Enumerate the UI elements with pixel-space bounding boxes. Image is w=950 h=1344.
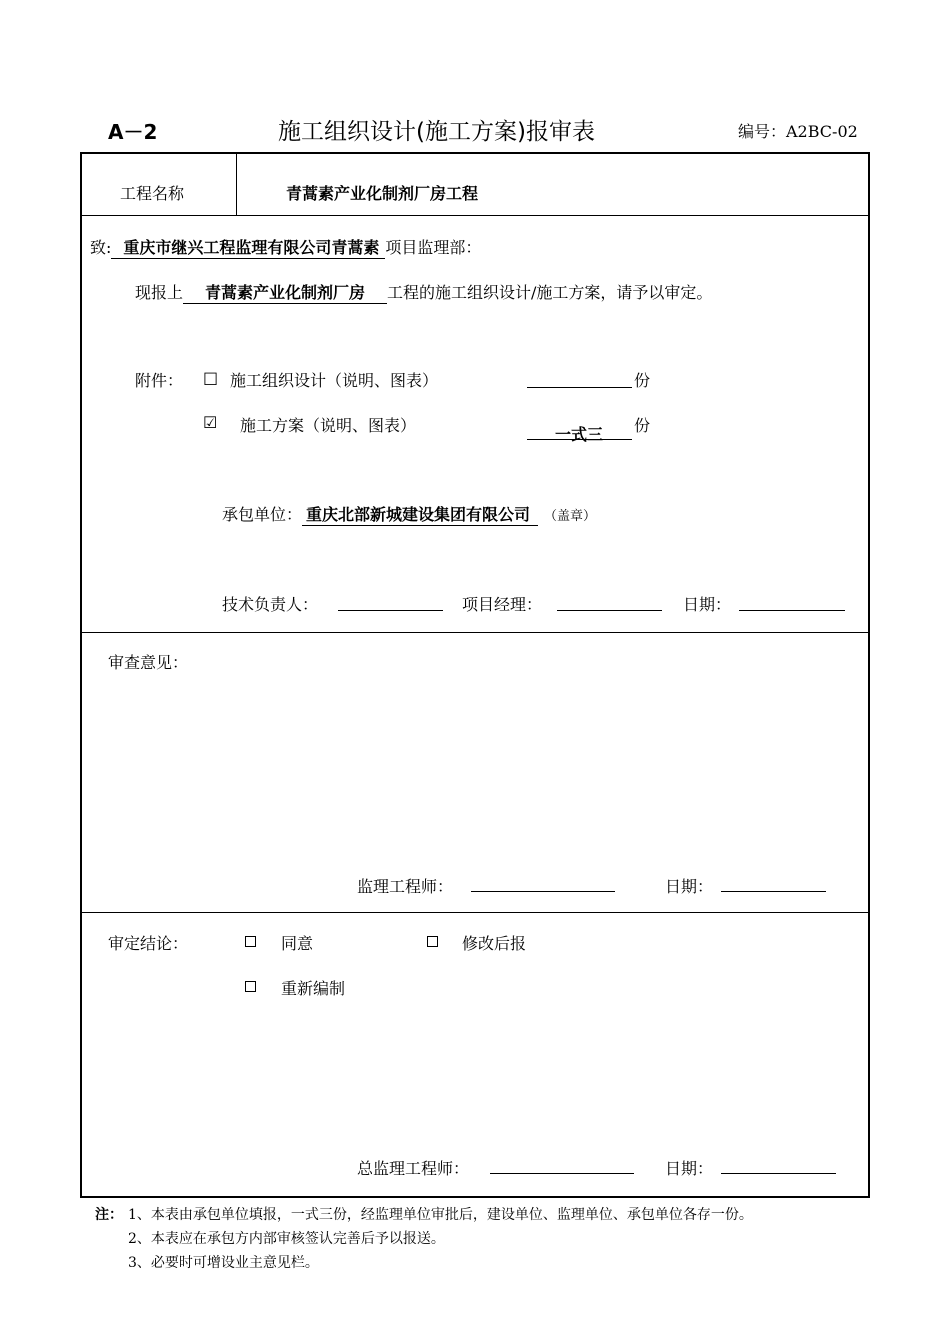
note-1: 1、本表由承包单位填报，一式三份，经监理单位审批后，建设单位、监理单位、承包单位各存一份。 — [128, 1207, 753, 1223]
contractor-name: 重庆北部新城建设集团有限公司 — [302, 505, 538, 526]
addressee-line — [90, 235, 481, 259]
divider-review — [82, 912, 868, 913]
form-code: 编号：A2BC-02 — [738, 122, 858, 141]
project-name-value: 青蒿素产业化制剂厂房工程 — [286, 184, 479, 203]
chief-engineer-blank — [490, 1173, 634, 1174]
supervising-engineer-blank — [471, 891, 615, 892]
submission-line — [135, 280, 712, 304]
recompile-checkbox[interactable] — [245, 981, 256, 992]
project-manager-blank — [557, 610, 662, 611]
agree-checkbox[interactable] — [245, 936, 256, 947]
attachment-text-2: 施工方案（说明、图表） — [240, 416, 417, 435]
conclusion-date-blank — [721, 1173, 836, 1174]
submitted-project: 青蒿素产业化制剂厂房 — [183, 283, 387, 304]
form-id: A－2 — [108, 120, 158, 144]
attachment-copies-blank-1 — [527, 387, 632, 388]
conclusion-date-label: 日期： — [665, 1159, 714, 1178]
conclusion-label: 审定结论： — [108, 934, 189, 953]
form-frame — [80, 152, 870, 1198]
stamp-note: （盖章） — [544, 509, 597, 524]
recompile-label: 重新编制 — [281, 979, 346, 998]
attachments-label: 附件： — [135, 371, 184, 390]
notes-prefix: 注： — [95, 1207, 123, 1223]
chief-engineer-label: 总监理工程师： — [357, 1159, 470, 1178]
revise-label: 修改后报 — [462, 934, 527, 953]
attachment-unit-1: 份 — [634, 371, 651, 390]
attachment-checkbox-1[interactable]: □ — [203, 368, 219, 387]
to-prefix: 致: — [90, 238, 112, 257]
divider-submission — [82, 632, 868, 633]
tech-lead-blank — [338, 610, 443, 611]
submission-date-blank — [739, 610, 845, 611]
divider-project — [82, 215, 868, 216]
project-name-label: 工程名称 — [120, 184, 185, 203]
line-prefix: 现报上 — [135, 283, 184, 302]
agree-label: 同意 — [281, 934, 314, 953]
form-title: 施工组织设计(施工方案)报审表 — [278, 119, 595, 145]
attachment-text-1: 施工组织设计（说明、图表） — [230, 371, 439, 390]
name-divider — [236, 154, 237, 216]
to-suffix: 项目监理部： — [385, 238, 482, 257]
project-manager-label: 项目经理： — [462, 595, 543, 614]
note-3: 3、必要时可增设业主意见栏。 — [128, 1255, 319, 1271]
review-date-blank — [721, 891, 826, 892]
tech-lead-label: 技术负责人： — [222, 595, 319, 614]
supervision-org: 重庆市继兴工程监理有限公司青蒿素 — [111, 238, 385, 259]
supervising-engineer-label: 监理工程师： — [357, 877, 454, 896]
attachment-checkbox-2[interactable]: ☑ — [203, 413, 218, 432]
contractor-label: 承包单位： — [222, 505, 303, 524]
attachment-copies-blank-2 — [527, 439, 632, 440]
attachment-copies-2: 一式三 — [555, 425, 604, 444]
line-suffix: 工程的施工组织设计/施工方案，请予以审定。 — [387, 283, 713, 302]
note-2: 2、本表应在承包方内部审核签认完善后予以报送。 — [128, 1231, 445, 1247]
submission-date-label: 日期： — [683, 595, 732, 614]
review-label: 审查意见： — [108, 653, 189, 672]
review-date-label: 日期： — [665, 877, 714, 896]
revise-checkbox[interactable] — [427, 936, 438, 947]
contractor-line — [222, 502, 596, 526]
attachment-unit-2: 份 — [634, 416, 651, 435]
